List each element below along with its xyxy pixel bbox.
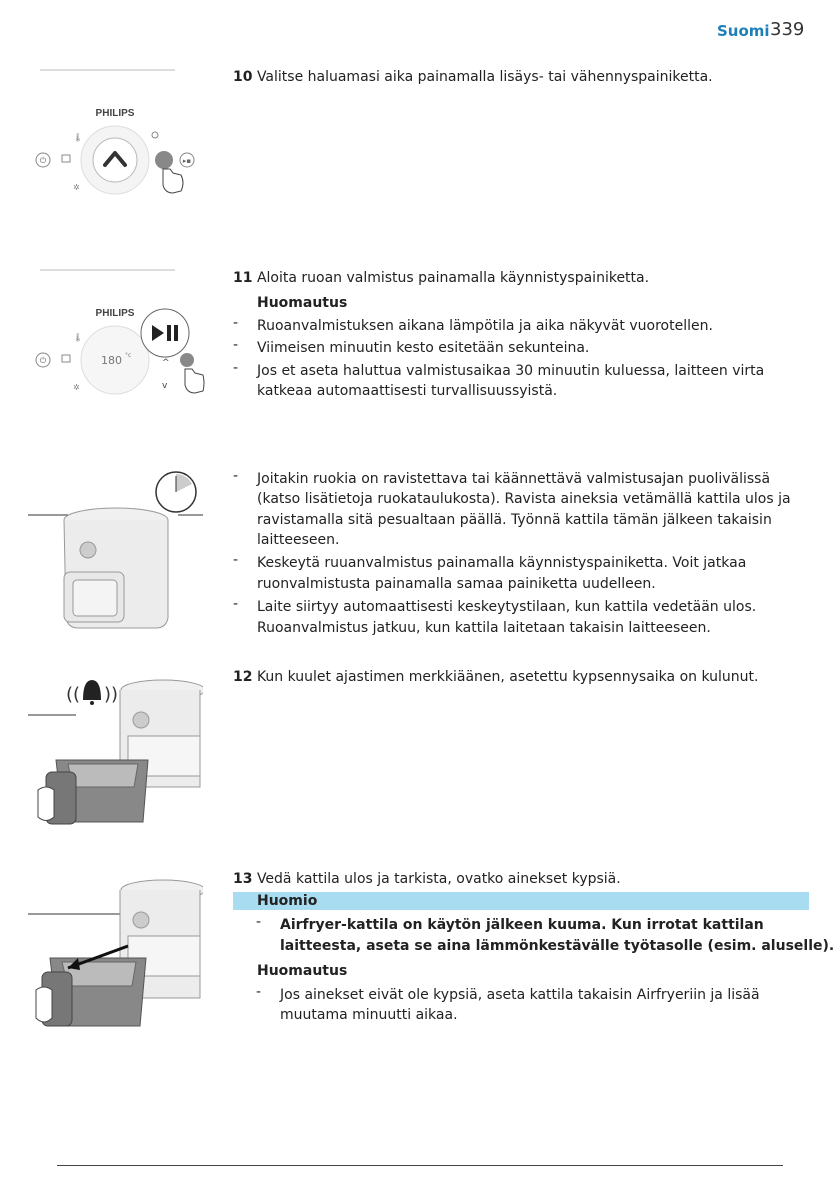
list-item: - Keskeytä ruuanvalmistus painamalla käynnistyspainiketta. Voit jatkaa (233, 552, 747, 571)
svg-text:🌡: 🌡 (73, 333, 84, 342)
svg-text:▸▪: ▸▪ (182, 157, 192, 165)
svg-text:)): )) (104, 684, 119, 705)
step-number: 12 (233, 669, 253, 685)
step-text: Aloita ruoan valmistus painamalla käynnistyspainiketta. (256, 270, 650, 286)
warning-title: Huomio (257, 893, 318, 909)
step-text: Kun kuulet ajastimen merkkiäänen, asetettu kypsennysaika on kulunut. (256, 669, 759, 685)
list-item-continuation: muutama minuutti aikaa. (280, 1007, 458, 1023)
note-title: Huomautus (257, 963, 348, 979)
list-item: - Ruoanvalmistuksen aikana lämpötila ja aika näkyvät vuorotellen. (233, 315, 713, 334)
list-item: - Jos et aseta haluttua valmistusaikaa 30 minuutin kuluessa, laitteen virta (233, 360, 765, 379)
list-item-continuation: katkeaa automaattisesti turvallisuussyistä. (257, 383, 558, 399)
footer-rule (57, 1165, 783, 1166)
svg-text:✲: ✲ (73, 183, 80, 192)
control-panel-illustration-step11 (25, 265, 205, 400)
svg-text:((: (( (66, 684, 81, 705)
svg-text:^: ^ (162, 358, 170, 368)
list-item: - Laite siirtyy automaattisesti keskeytystilaan, kun kattila vedetään ulos. (233, 596, 757, 615)
step-number: 10 (233, 69, 253, 85)
page-number: 339 (770, 19, 805, 40)
step-12 (233, 667, 758, 687)
step-number: 11 (233, 270, 253, 286)
svg-text:⏻: ⏻ (39, 356, 47, 365)
step-11 (233, 268, 649, 288)
display-unit: °c (125, 352, 132, 359)
list-item: - Joitakin ruokia on ravistettava tai käännettävä valmistusajan puolivälissä (233, 468, 771, 487)
step-text: Vedä kattila ulos ja tarkista, ovatko ainekset kypsiä. (256, 871, 621, 887)
airfryer-alarm-illustration (28, 672, 203, 834)
list-item-continuation: Ruoanvalmistus jatkuu, kun kattila laitetaan takaisin laitteeseen. (257, 620, 711, 636)
list-item: - Jos ainekset eivät ole kypsiä, aseta kattila takaisin Airfryeriin ja lisää (256, 984, 760, 1003)
list-item: - Viimeisen minuutin kesto esitetään sekunteina. (233, 337, 590, 356)
list-item-continuation: ravistamalla sitä pesualtaan päällä. Työnnä kattila tämän jälkeen takaisin (257, 512, 772, 528)
note-title: Huomautus (257, 295, 348, 311)
step-number: 13 (233, 871, 253, 887)
step-10 (233, 67, 713, 87)
svg-text:✲: ✲ (73, 383, 80, 392)
list-item-continuation: (katso lisätietoja ruokataulukosta). Ravista aineksia vetämällä kattila ulos ja (257, 491, 791, 507)
step-text: Valitse haluamasi aika painamalla lisäys- tai vähennyspainiketta. (256, 69, 713, 85)
warning-item-continuation: laitteesta, aseta se aina lämmönkestävälle työtasolle (esim. aluselle). (280, 938, 835, 954)
brand-logo: PHILIPS (95, 108, 135, 119)
step-13 (233, 869, 621, 889)
list-item-continuation: ruonvalmistusta painamalla samaa painiketta uudelleen. (257, 576, 656, 592)
brand-logo: PHILIPS (95, 308, 135, 319)
svg-text:⏻: ⏻ (39, 156, 47, 165)
svg-text:🌡: 🌡 (73, 133, 84, 142)
control-panel-illustration-step10 (25, 65, 205, 200)
header-language: Suomi (717, 22, 770, 40)
svg-text:v: v (162, 381, 168, 391)
airfryer-timer-illustration (28, 468, 203, 636)
airfryer-pull-basket-illustration (28, 876, 203, 1036)
warning-bar (233, 892, 809, 910)
warning-item: - Airfryer-kattila on käytön jälkeen kuuma. Kun irrotat kattilan (256, 914, 764, 933)
list-item-continuation: laitteeseen. (257, 532, 340, 548)
display-temperature: 180 (101, 354, 122, 367)
